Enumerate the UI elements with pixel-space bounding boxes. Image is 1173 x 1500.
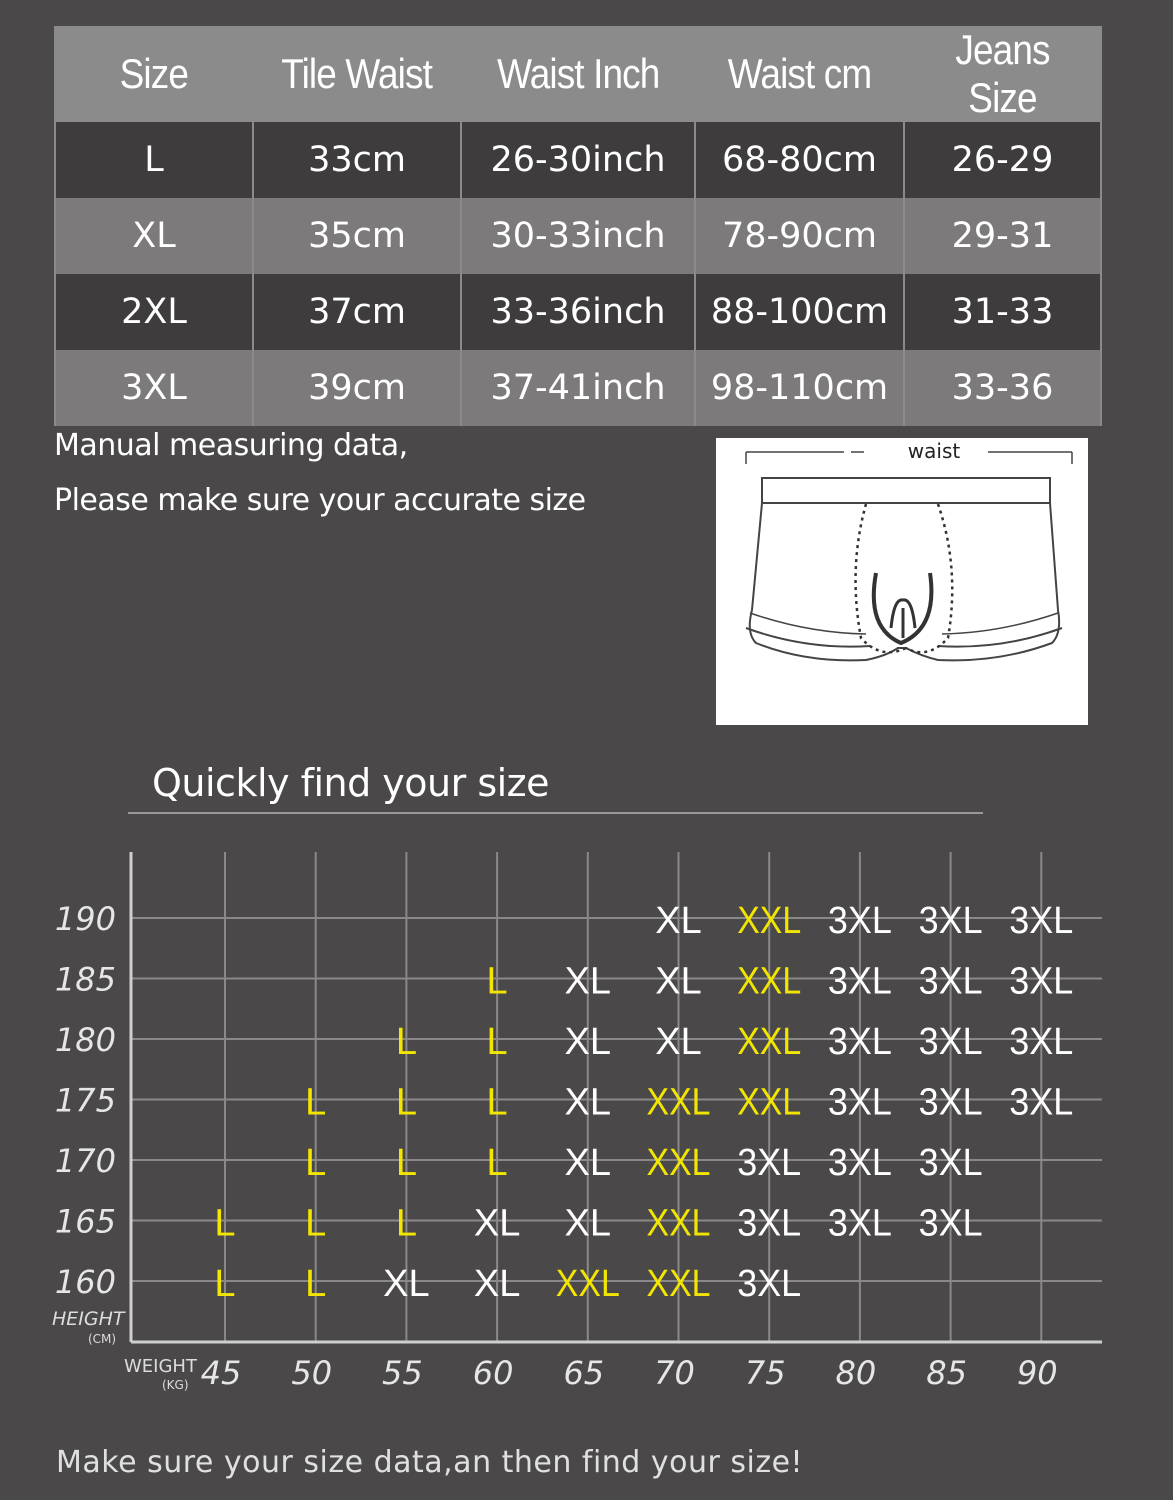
- size-cell: 3XL: [918, 1202, 983, 1245]
- size-cell: XL: [564, 1021, 612, 1063]
- size-cell: L: [486, 1142, 508, 1184]
- header-waist-cm: Waist cm: [695, 26, 904, 122]
- x-tick-label: 85: [926, 1354, 967, 1392]
- chart-y-label: HEIGHT: [52, 1308, 125, 1330]
- size-cell: XL: [564, 1202, 612, 1245]
- size-cell: 3XL: [827, 1202, 892, 1245]
- size-cell: 3XL: [1009, 960, 1074, 1003]
- size-cell: 3XL: [827, 1142, 892, 1184]
- size-cell: 3XL: [1009, 1021, 1074, 1063]
- size-cell: 3XL: [737, 1142, 802, 1184]
- size-cell: XXL: [555, 1263, 620, 1305]
- size-cell: L: [214, 1202, 236, 1245]
- size-cell: XL: [655, 960, 702, 1003]
- chart-cells: [214, 900, 1073, 1305]
- size-cell: 3XL: [737, 1263, 802, 1305]
- size-cell: XL: [564, 960, 612, 1003]
- table-cell: 2XL: [55, 274, 253, 350]
- size-cell: L: [305, 1081, 327, 1124]
- chart-y-ticks: [55, 900, 116, 1301]
- table-cell: XL: [55, 198, 253, 274]
- size-cell: XL: [473, 1202, 521, 1245]
- size-cell: 3XL: [827, 900, 892, 942]
- quick-size-title: Quickly find your size: [152, 761, 549, 805]
- table-cell: 37cm: [253, 274, 461, 350]
- table-cell: 29-31: [904, 198, 1101, 274]
- size-cell: L: [486, 1021, 508, 1063]
- size-cell: XL: [473, 1263, 521, 1305]
- x-tick-label: 45: [200, 1354, 242, 1392]
- table-cell: 33-36inch: [461, 274, 695, 350]
- table-cell: 37-41inch: [461, 350, 695, 426]
- table-cell: 98-110cm: [695, 350, 904, 426]
- chart-x-unit: (KG): [162, 1378, 189, 1392]
- size-cell: XL: [655, 1021, 702, 1063]
- size-cell: 3XL: [1009, 1081, 1074, 1124]
- size-cell: XXL: [646, 1202, 711, 1245]
- size-cell: 3XL: [918, 900, 983, 942]
- table-cell: 68-80cm: [695, 122, 904, 198]
- table-cell: 33-36: [904, 350, 1101, 426]
- chart-x-ticks: [201, 1354, 1058, 1392]
- size-cell: 3XL: [827, 1021, 892, 1063]
- x-tick-label: 65: [563, 1354, 605, 1392]
- size-cell: L: [214, 1263, 236, 1305]
- size-cell: L: [305, 1263, 327, 1305]
- header-jeans-size: Jeans Size: [904, 26, 1101, 122]
- y-tick-label: 190: [54, 900, 116, 938]
- x-tick-label: 75: [744, 1354, 786, 1392]
- waist-label: waist: [907, 439, 961, 463]
- table-cell: 31-33: [904, 274, 1101, 350]
- table-cell: 26-30inch: [461, 122, 695, 198]
- size-cell: 3XL: [918, 960, 983, 1003]
- measuring-note: Manual measuring data,: [54, 428, 408, 463]
- table-cell: 35cm: [253, 198, 461, 274]
- x-tick-label: 80: [835, 1354, 877, 1392]
- x-tick-label: 70: [654, 1354, 695, 1392]
- x-tick-label: 50: [291, 1354, 333, 1392]
- size-cell: XL: [655, 900, 702, 942]
- table-cell: 39cm: [253, 350, 461, 426]
- size-cell: XXL: [737, 960, 802, 1003]
- size-cell: XL: [383, 1263, 430, 1305]
- y-tick-label: 160: [54, 1263, 116, 1301]
- size-cell: XXL: [646, 1081, 711, 1124]
- chart-y-unit: (CM): [88, 1332, 117, 1346]
- size-cell: XXL: [737, 900, 802, 942]
- size-cell: L: [395, 1081, 417, 1124]
- accuracy-note: Please make sure your accurate size: [54, 483, 586, 518]
- size-cell: L: [395, 1142, 417, 1184]
- size-cell: XL: [564, 1142, 612, 1184]
- y-tick-label: 170: [54, 1142, 116, 1180]
- y-tick-label: 175: [54, 1081, 116, 1120]
- table-cell: L: [55, 122, 253, 198]
- size-cell: XXL: [737, 1081, 802, 1124]
- size-cell: L: [486, 1081, 508, 1124]
- table-cell: 30-33inch: [461, 198, 695, 274]
- size-cell: XXL: [646, 1263, 711, 1305]
- chart-x-label: WEIGHT: [124, 1356, 197, 1377]
- size-cell: XXL: [646, 1142, 711, 1184]
- header-size: Size: [55, 26, 253, 122]
- size-cell: 3XL: [827, 1081, 892, 1124]
- table-cell: 3XL: [55, 350, 253, 426]
- size-cell: L: [486, 960, 508, 1003]
- size-cell: 3XL: [1009, 900, 1074, 942]
- header-waist-inch: Waist Inch: [461, 26, 695, 122]
- size-cell: L: [395, 1202, 417, 1245]
- size-cell: 3XL: [737, 1202, 802, 1245]
- size-cell: 3XL: [918, 1081, 983, 1124]
- size-cell: XL: [564, 1081, 612, 1124]
- table-cell: 78-90cm: [695, 198, 904, 274]
- y-tick-label: 165: [54, 1202, 116, 1241]
- footer-note: Make sure your size data,an then find your size!: [56, 1445, 804, 1480]
- x-tick-label: 55: [382, 1354, 423, 1392]
- size-cell: L: [305, 1142, 327, 1184]
- y-tick-label: 180: [54, 1021, 116, 1059]
- x-tick-label: 90: [1016, 1354, 1058, 1392]
- table-cell: 88-100cm: [695, 274, 904, 350]
- size-cell: L: [395, 1021, 417, 1063]
- y-tick-label: 185: [54, 960, 116, 999]
- size-cell: XXL: [737, 1021, 802, 1063]
- table-cell: 26-29: [904, 122, 1101, 198]
- size-cell: 3XL: [827, 960, 892, 1003]
- table-cell: 33cm: [253, 122, 461, 198]
- size-cell: L: [305, 1202, 327, 1245]
- size-cell: 3XL: [918, 1142, 983, 1184]
- x-tick-label: 60: [472, 1354, 514, 1392]
- size-cell: 3XL: [918, 1021, 983, 1063]
- header-tile-waist: Tile Waist: [253, 26, 461, 122]
